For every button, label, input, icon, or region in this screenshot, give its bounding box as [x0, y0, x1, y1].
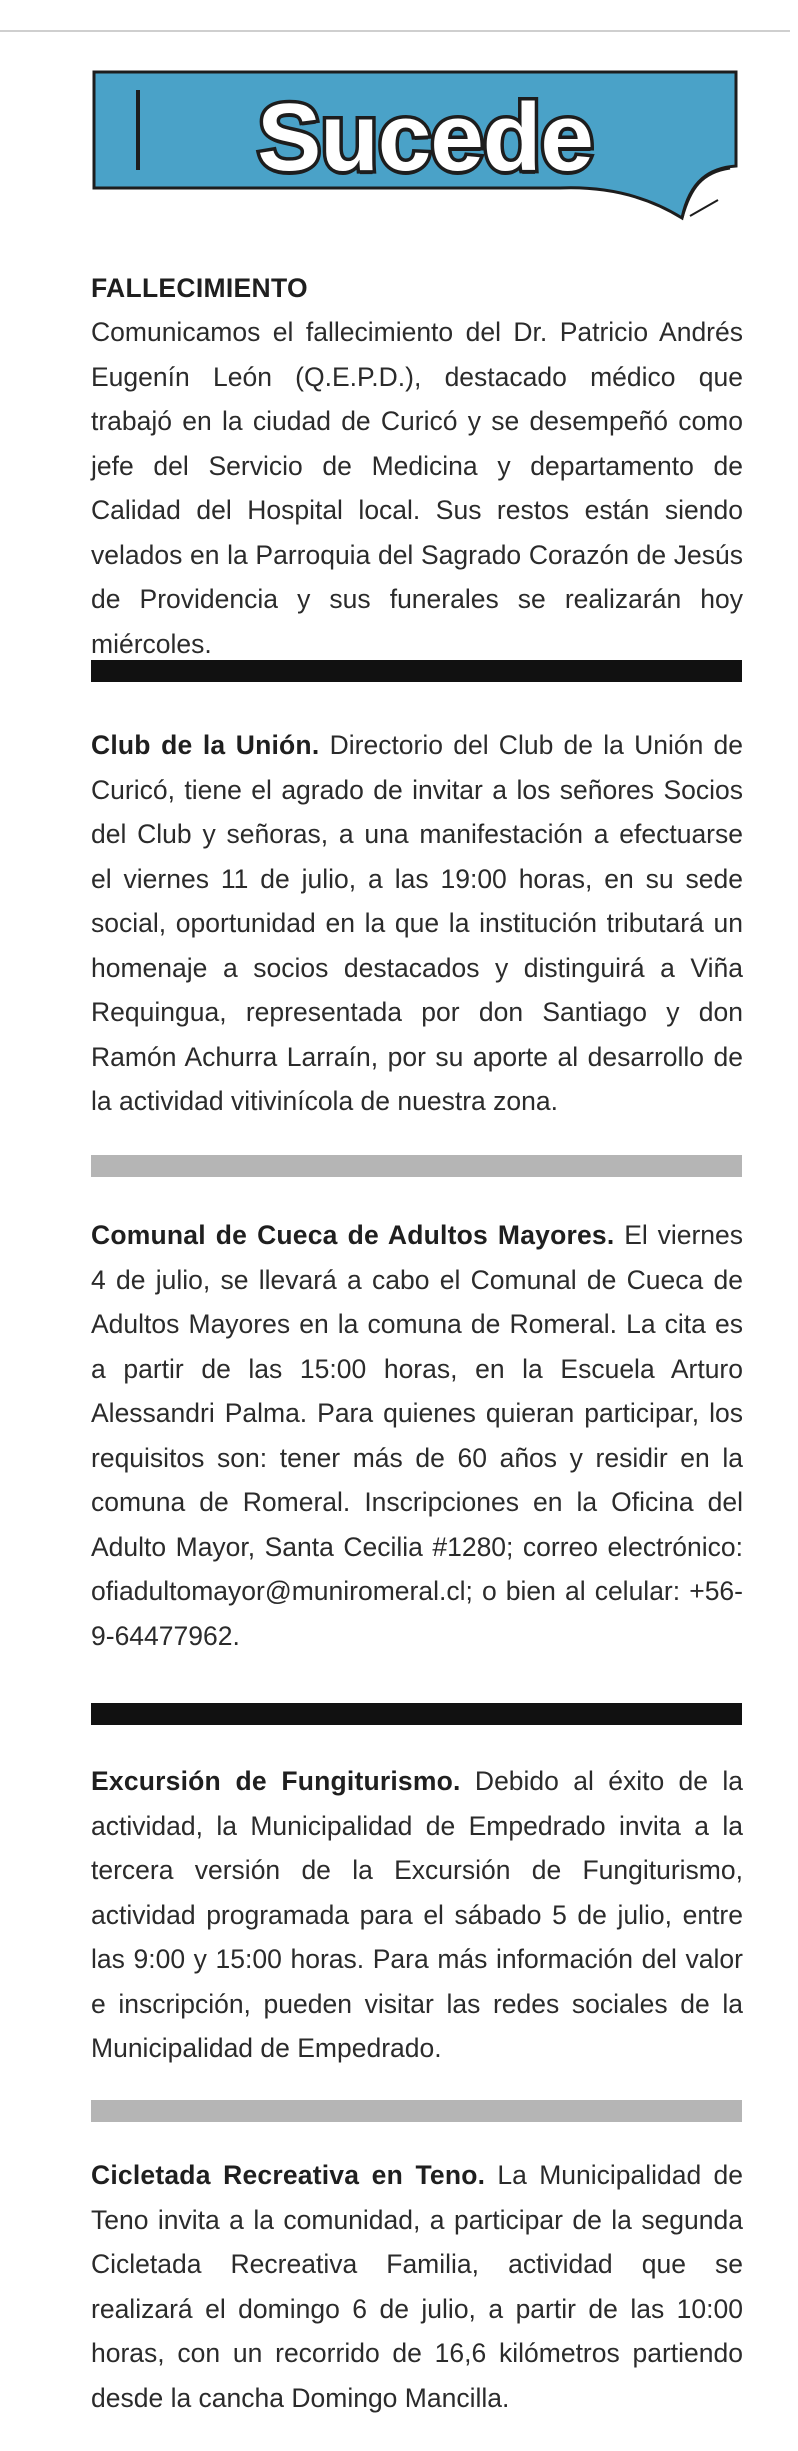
- news-body-text: Directorio del Club de la Unión de Curicó, tiene el agrado de invitar a los señores Socios del Club y señoras, a una manifestación a efectuarse el viernes 11 de julio, a las 19:00 horas, en su sede social, oportunidad en la que la institución tributará un homenaje a socios destacados y distinguirá a Viña Requingua, representada por don Santiago y don Ramón Achurra Larraín, por su aporte al desarrollo de la actividad vitivinícola de nuestra zona.: [91, 730, 744, 1116]
- news-item-cueca: [91, 1213, 743, 1658]
- page-edge: [790, 0, 798, 2451]
- news-lead: Excursión de Fungiturismo.: [91, 1766, 461, 1796]
- news-item-fallecimiento: [91, 270, 743, 666]
- news-lead: Club de la Unión.: [91, 730, 320, 760]
- news-item-fungiturismo: [91, 1759, 743, 2071]
- section-divider: [91, 1155, 742, 1177]
- section-divider: [91, 660, 742, 682]
- news-body-text: El viernes 4 de julio, se llevará a cabo el Comunal de Cueca de Adultos Mayores en la comuna de Romeral. La cita es a partir de las 15:00 horas, en la Escuela Arturo Alessandri Palma. Para quienes quieran participar, los requisitos son: tener más de 60 años y residir en la comuna de Romeral. Inscripciones en la Oficina del Adulto Mayor, Santa Cecilia #1280; correo electrónico: ofiadultomayor@muniromeral.cl; o bien al celular: +56-9-64477962.: [91, 1220, 744, 1651]
- news-body-text: Comunicamos el fallecimiento del Dr. Patricio Andrés Eugenín León (Q.E.P.D.), destacado médico que trabajó en la ciudad de Curicó y se desempeñó como jefe del Servicio de Medicina y departamento de Calidad del Hospital local. Sus restos están siendo velados en la Parroquia del Sagrado Corazón de Jesús de Providencia y sus funerales se realizarán hoy miércoles.: [91, 317, 743, 659]
- news-body: [91, 723, 743, 1124]
- news-body: [91, 1213, 743, 1658]
- news-lead: Cicletada Recreativa en Teno.: [91, 2160, 486, 2190]
- news-lead: Comunal de Cueca de Adultos Mayores.: [91, 1220, 615, 1250]
- news-body: [91, 2153, 743, 2420]
- top-rule: [0, 30, 790, 32]
- section-divider: [91, 2100, 742, 2122]
- section-divider: [91, 1703, 742, 1725]
- masthead-banner: [90, 68, 740, 238]
- news-body-text: Debido al éxito de la actividad, la Municipalidad de Empedrado invita a la tercera versión de la Excursión de Fungiturismo, actividad programada para el sábado 5 de julio, entre las 9:00 y 15:00 horas. Para más información del valor e inscripción, pueden visitar las redes sociales de la Municipalidad de Empedrado.: [91, 1766, 743, 2063]
- masthead-title: Sucede: [257, 84, 593, 191]
- news-item-club-union: [91, 723, 743, 1124]
- news-heading: FALLECIMIENTO: [91, 273, 308, 303]
- news-body: [91, 310, 743, 666]
- news-item-cicletada: [91, 2153, 743, 2420]
- news-body: [91, 1759, 743, 2071]
- news-body-text: La Municipalidad de Teno invita a la comunidad, a participar de la segunda Cicletada Recreativa Familia, actividad que se realizará el domingo 6 de julio, a partir de las 10:00 horas, con un recorrido de 16,6 kilómetros partiendo desde la cancha Domingo Mancilla.: [91, 2160, 743, 2413]
